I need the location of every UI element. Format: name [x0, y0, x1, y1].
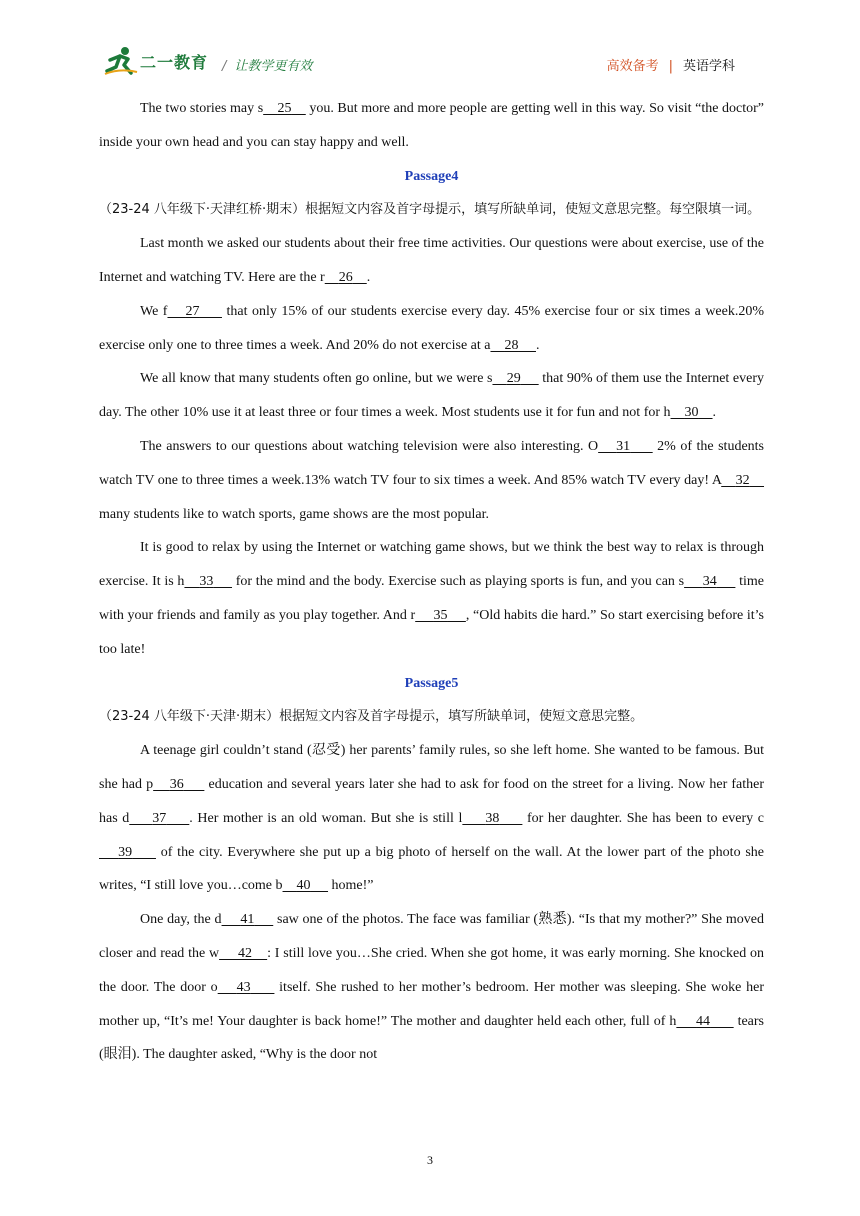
paragraph	[99, 295, 764, 363]
text-run: It is good to relax by using the Internet or watching game shows, but we think the best way to relax is through exercise. It is h	[99, 540, 764, 590]
text-run: : I still love you…She cried. When she got home, it was early morning. She knocked on the door. The door o	[99, 945, 765, 995]
text-run: .	[712, 405, 717, 421]
blank-30[interactable]: 30	[684, 405, 699, 421]
blank-31[interactable]: 31	[616, 438, 631, 454]
paragraph	[99, 362, 764, 430]
slogan-separator: /	[222, 59, 227, 74]
instruction: （23-24 八年级下·天津红桥·期末）根据短文内容及首字母提示，填写所缺单词，使短文意思完整。每空限填一词。	[99, 202, 761, 218]
text-run: 2% of the students watch TV one to three times a week.13% watch TV four to six times a week. And 85% watch TV every day! A	[99, 438, 764, 488]
text-run: One day, the d	[140, 912, 222, 928]
blank-25[interactable]: 25	[277, 101, 292, 116]
passage-title: Passage5	[404, 675, 459, 691]
slogan-text: 让教学更有效	[234, 59, 313, 74]
logo-text: 二一教育	[140, 52, 209, 72]
text-run: We all know that many students often go online, but we were s	[140, 371, 493, 387]
blank-37[interactable]: 37	[152, 810, 167, 826]
blank-28[interactable]: 28	[504, 337, 519, 353]
paragraph	[99, 92, 764, 160]
text-run: The two stories may s	[140, 101, 264, 116]
logo	[104, 46, 208, 76]
text-run: for her daughter. She has been to every c	[522, 810, 765, 826]
paragraph	[99, 734, 764, 903]
text-run: The answers to our questions about watching television were also interesting. O	[140, 438, 599, 454]
blank-36[interactable]: 36	[169, 776, 184, 792]
text-run: for the mind and the body. Exercise such as playing sports is fun, and you can s	[232, 574, 685, 590]
blank-40[interactable]: 40	[296, 878, 311, 894]
slogan	[222, 55, 312, 74]
text-run: , “Old habits die hard.” So start exercising before it’s too late!	[99, 607, 764, 657]
blank-29[interactable]: 29	[506, 371, 521, 387]
blank-44[interactable]: 44	[696, 1013, 711, 1029]
text-run: you. But more and more people are getting well in this way. So visit “the doctor” inside your own head and you can stay happy and well.	[99, 101, 765, 150]
header-subject-label: 英语学科	[682, 59, 735, 74]
header-subject	[607, 55, 735, 74]
blank-34[interactable]: 34	[702, 574, 717, 590]
text-run: tears (眼泪). The daughter asked, “Why is the door not	[99, 1013, 765, 1063]
blank-33[interactable]: 33	[199, 574, 214, 590]
header-tag: 高效备考	[606, 59, 659, 74]
text-run: home!”	[328, 878, 374, 894]
paragraph	[99, 531, 764, 666]
text-run: We f	[140, 303, 168, 319]
blank-27[interactable]: 27	[185, 303, 200, 319]
page-header	[0, 0, 860, 88]
instruction: （23-24 八年级下·天津·期末）根据短文内容及首字母提示，填写所缺单词，使短文意思完整。	[99, 709, 644, 725]
text-run: itself. She rushed to her mother’s bedroom. Her mother was sleeping. She woke her mother up, “It’s me! Your daughter is back home!” The mother and daughter held each other, full of h	[99, 979, 765, 1029]
blank-42[interactable]: 42	[238, 945, 252, 961]
header-divider: |	[668, 59, 673, 74]
blank-32[interactable]: 32	[735, 472, 750, 488]
text-run: many students like to watch sports, game shows are the most popular.	[99, 506, 489, 522]
text-run: saw one of the photos. The face was familiar (熟悉). “Is that my mother?” She moved closer and read the w	[99, 912, 765, 961]
passage-title: Passage4	[404, 168, 459, 184]
text-run: .	[366, 269, 371, 285]
page-number: 3	[427, 1153, 433, 1167]
text-run: time with your friends and family as you play together. And r	[99, 574, 765, 623]
blank-35[interactable]: 35	[433, 607, 448, 623]
blank-38[interactable]: 38	[485, 810, 500, 826]
blank-39[interactable]: 39	[118, 844, 133, 860]
text-run: . Her mother is an old woman. But she is still l	[189, 810, 463, 826]
blank-26[interactable]: 26	[338, 269, 353, 285]
paragraph	[99, 430, 764, 531]
text-run: of the city. Everywhere she put up a big photo of herself on the wall. At the lower part of the photo she writes, “I still love you…come b	[99, 844, 765, 894]
blank-43[interactable]: 43	[236, 979, 251, 995]
text-run: that 90% of them use the Internet every day. The other 10% use it at least three or four times a week. Most students use it for fun and not for h	[99, 371, 764, 421]
paragraph	[99, 227, 764, 295]
runner-logo-icon	[104, 46, 138, 76]
text-run: education and several years later she had to ask for food on the street for a living. Now her father has d	[99, 776, 765, 826]
document-body	[99, 92, 764, 1072]
text-run: Last month we asked our students about their free time activities. Our questions were about exercise, use of the Internet and watching TV. Here are the r	[99, 236, 764, 285]
text-run: that only 15% of our students exercise every day. 45% exercise four or six times a week.20% exercise only one to three times a week. And 20% do not exercise at a	[99, 303, 765, 353]
paragraph	[99, 903, 764, 1072]
text-run: A teenage girl couldn’t stand (忍受) her parents’ family rules, so she left home. She wanted to be famous. But she had p	[99, 743, 764, 792]
blank-41[interactable]: 41	[240, 912, 255, 928]
text-run: .	[535, 337, 540, 353]
